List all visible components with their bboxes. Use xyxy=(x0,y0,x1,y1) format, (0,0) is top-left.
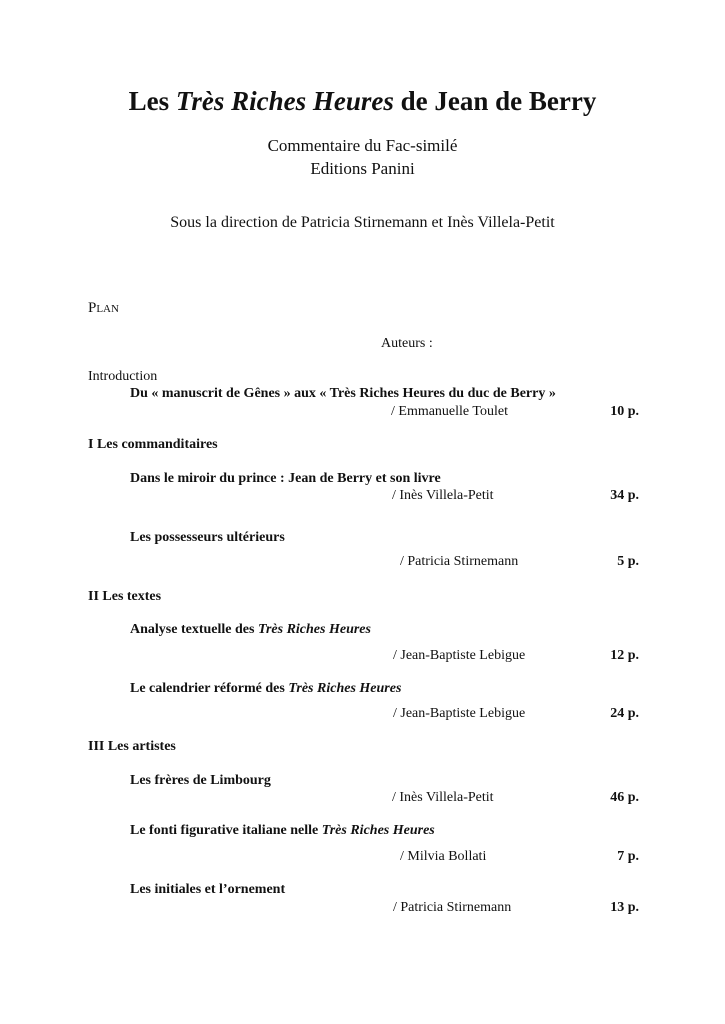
document-title xyxy=(0,86,725,117)
toc-item-author: / Emmanuelle Toulet xyxy=(391,404,508,419)
toc-item-title: Les frères de Limbourg xyxy=(130,773,271,788)
toc-item-pages: 13 p. xyxy=(610,900,639,915)
toc-item-title: Le calendrier réformé des Très Riches Heures xyxy=(130,681,402,696)
toc-item-author: / Inès Villela-Petit xyxy=(392,488,494,503)
toc-item-pages: 12 p. xyxy=(610,648,639,663)
plan-heading: Plan xyxy=(88,300,119,316)
title-italic: Très Riches Heures xyxy=(175,86,394,116)
toc-item-title: Les initiales et l’ornement xyxy=(130,882,286,897)
subtitle-line-2: Editions Panini xyxy=(310,159,415,178)
toc-item-pages: 46 p. xyxy=(610,790,639,805)
toc-item-author: / Patricia Stirnemann xyxy=(400,554,519,569)
toc-item-pages: 10 p. xyxy=(610,404,639,419)
toc-item-title: Analyse textuelle des Très Riches Heures xyxy=(130,622,371,637)
subtitle-line-1: Commentaire du Fac-similé xyxy=(267,136,458,155)
toc-item-title: Dans le miroir du prince : Jean de Berry et son livre xyxy=(130,471,441,486)
toc-item-pages: 7 p. xyxy=(617,849,639,864)
authors-heading: Auteurs : xyxy=(381,336,433,351)
introduction-label: Introduction xyxy=(88,369,158,384)
toc-item-author: / Jean-Baptiste Lebigue xyxy=(393,706,526,721)
toc-item-pages: 34 p. xyxy=(610,488,639,503)
toc-item-author: / Jean-Baptiste Lebigue xyxy=(393,648,526,663)
section-heading: III Les artistes xyxy=(88,739,176,754)
toc-item-author: / Inès Villela-Petit xyxy=(392,790,494,805)
section-heading: II Les textes xyxy=(88,589,162,604)
title-suffix: de Jean de Berry xyxy=(393,86,597,116)
toc-item-title: Du « manuscrit de Gênes » aux « Très Riches Heures du duc de Berry » xyxy=(130,386,556,401)
section-heading: I Les commanditaires xyxy=(88,437,218,452)
toc-item-pages: 5 p. xyxy=(617,554,639,569)
toc-item-author: / Milvia Bollati xyxy=(400,849,487,864)
toc-item-author: / Patricia Stirnemann xyxy=(393,900,512,915)
toc-item-title: Les possesseurs ultérieurs xyxy=(130,530,285,545)
direction-line: Sous la direction de Patricia Stirnemann et Inès Villela-Petit xyxy=(170,214,555,231)
toc-item-pages: 24 p. xyxy=(610,706,639,721)
toc-item-title: Le fonti figurative italiane nelle Très Riches Heures xyxy=(130,823,435,838)
title-prefix: Les xyxy=(128,86,176,116)
